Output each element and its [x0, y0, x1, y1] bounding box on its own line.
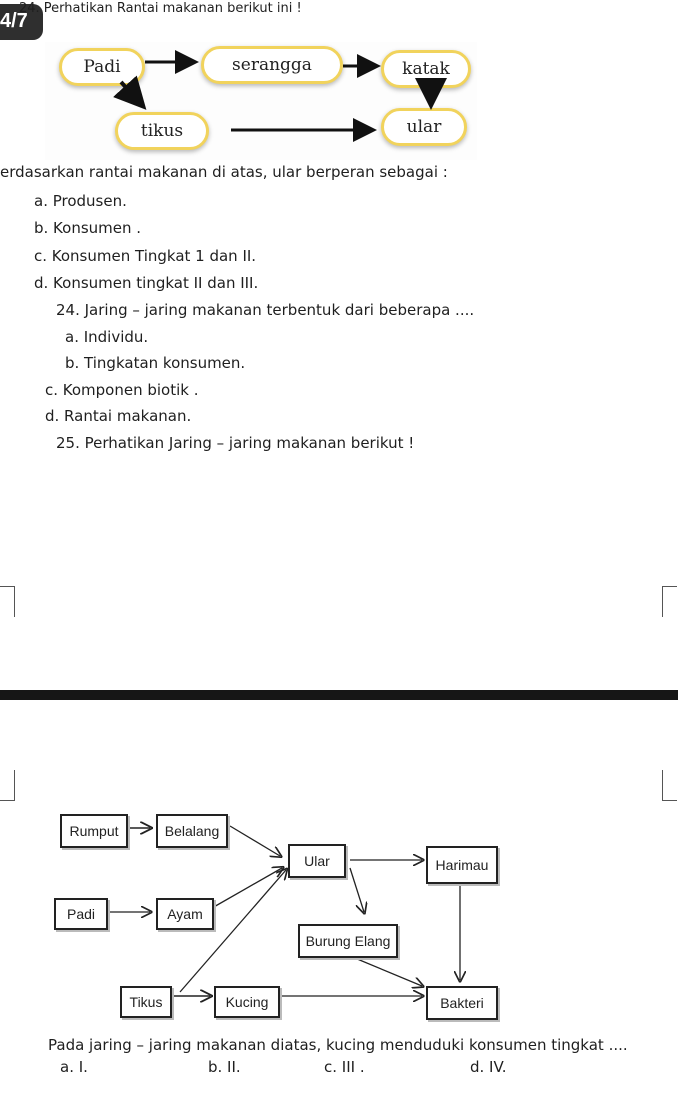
q25-question: Pada jaring – jaring makanan diatas, kucing menduduki konsumen tingkat .... [48, 1036, 628, 1054]
q23-option-c[interactable]: c. Konsumen Tingkat 1 dan II. [34, 247, 257, 265]
q23-option-a[interactable]: a. Produsen. [34, 192, 127, 210]
page-divider [0, 690, 678, 700]
node-tikus: tikus [115, 112, 209, 150]
web-node-belalang: Belalang [156, 814, 228, 848]
arrow-padi-tikus [121, 82, 141, 104]
web-node-kucing: Kucing [214, 986, 280, 1018]
web-node-tikus: Tikus [120, 986, 172, 1018]
arrow-ayam-ular [212, 868, 282, 908]
page-number: 4/7 [0, 10, 28, 32]
q24-option-a[interactable]: a. Individu. [65, 328, 149, 346]
q24-stem: 24. Jaring – jaring makanan terbentuk dari beberapa .... [56, 301, 475, 319]
frame-corner-bottom-left [0, 770, 15, 801]
q25-option-a[interactable]: a. I. [60, 1058, 88, 1076]
arrow-burung-elang-bakteri [350, 956, 422, 986]
q23-option-b[interactable]: b. Konsumen . [34, 219, 142, 237]
q23-stem: erdasarkan rantai makanan di atas, ular berperan sebagai : [0, 163, 448, 181]
q24-option-b[interactable]: b. Tingkatan konsumen. [65, 354, 246, 372]
web-node-ayam: Ayam [156, 898, 214, 930]
node-katak: katak [381, 50, 471, 88]
web-node-bakteri: Bakteri [426, 986, 498, 1020]
web-node-harimau: Harimau [426, 846, 498, 884]
arrow-belalang-ular [230, 826, 280, 856]
q25-option-d[interactable]: d. IV. [470, 1058, 507, 1076]
q25-stem: 25. Perhatikan Jaring – jaring makanan berikut ! [56, 434, 415, 452]
node-padi: Padi [59, 48, 145, 86]
arrow-tikus-ular [180, 870, 286, 992]
web-node-burung-elang: Burung Elang [298, 924, 398, 958]
food-web-diagram [50, 808, 510, 1023]
web-node-rumput: Rumput [60, 814, 128, 848]
arrow-ular-burung-elang [350, 868, 364, 912]
node-ular: ular [381, 108, 467, 146]
food-chain-arrows [45, 42, 477, 160]
frame-corner-top-left [0, 586, 15, 617]
q25-option-b[interactable]: b. II. [208, 1058, 241, 1076]
web-node-padi: Padi [54, 898, 108, 930]
web-node-ular: Ular [288, 844, 346, 878]
q24-option-d[interactable]: d. Rantai makanan. [45, 407, 192, 425]
question-title: 24. Perhatikan Rantai makanan berikut ini ! [19, 1, 302, 16]
q25-option-c[interactable]: c. III . [324, 1058, 365, 1076]
frame-corner-top-right [662, 586, 677, 617]
q23-option-d[interactable]: d. Konsumen tingkat II dan III. [34, 274, 259, 292]
food-chain-diagram [45, 42, 477, 160]
frame-corner-bottom-right [662, 770, 677, 801]
node-serangga: serangga [201, 46, 343, 84]
q24-option-c[interactable]: c. Komponen biotik . [45, 381, 199, 399]
